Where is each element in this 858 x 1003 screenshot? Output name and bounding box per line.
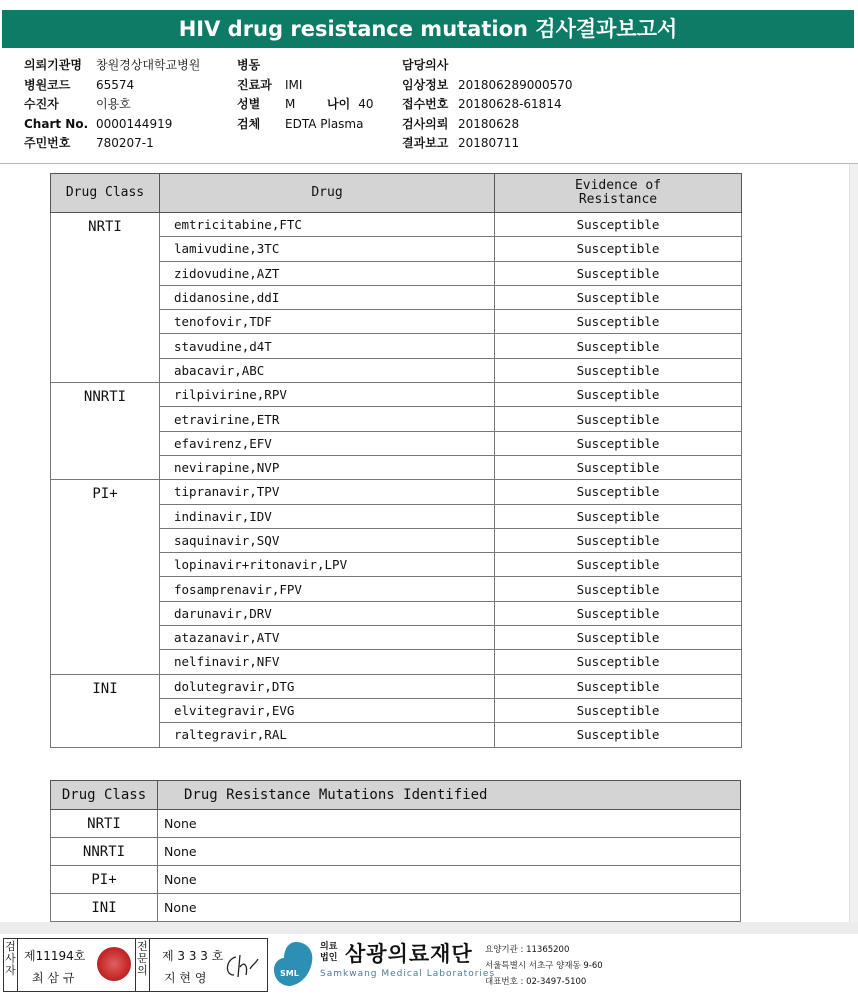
org-name: 삼광의료재단 — [345, 942, 473, 966]
header-field-value: 20180628 — [458, 116, 520, 131]
mutation-value-cell: None — [158, 838, 741, 866]
mutation-value-cell: None — [158, 894, 741, 922]
header-field-value: 이용호 — [96, 97, 131, 111]
evidence-cell: Susceptible — [495, 237, 742, 261]
evidence-header-line1: Evidence of — [574, 178, 662, 193]
org-prefix-line2: 법인 — [320, 953, 338, 963]
col-header-mut-drug-class: Drug Class — [51, 781, 158, 810]
org-contact — [485, 942, 603, 990]
table-row — [51, 213, 742, 237]
header-field — [237, 56, 363, 76]
mutation-value-cell: None — [158, 810, 741, 838]
evidence-cell: Susceptible — [495, 261, 742, 285]
drug-cell: tipranavir,TPV — [160, 480, 495, 504]
header-field-label: 임상정보 — [402, 77, 449, 92]
drug-cell: tenofovir,TDF — [160, 310, 495, 334]
evidence-cell: Susceptible — [495, 528, 742, 552]
header-field-value: 201806289000570 — [458, 77, 573, 92]
drug-cell: efavirenz,EFV — [160, 431, 495, 455]
table-row — [51, 674, 742, 698]
col-header-evidence — [495, 174, 742, 213]
org-phone: 대표번호 : 02-3497-5100 — [485, 977, 587, 987]
org-address: 서울특별시 서초구 양재동 9-60 — [485, 961, 603, 971]
header-field-label: 의뢰기관명 — [24, 58, 82, 72]
evidence-cell: Susceptible — [495, 358, 742, 382]
header-field-value: EDTA Plasma — [285, 116, 364, 131]
table-row — [51, 810, 741, 838]
approver-vertical-label: 전문의 — [136, 939, 150, 991]
evidence-cell: Susceptible — [495, 383, 742, 407]
sml-logo-text: SML — [280, 969, 299, 978]
org-license-number: 요양기관 : 11365200 — [485, 945, 570, 955]
header-field-label: 결과보고 — [402, 136, 449, 150]
evidence-cell: Susceptible — [495, 285, 742, 309]
header-column-3 — [402, 56, 573, 154]
table-row — [51, 894, 741, 922]
table-row — [51, 480, 742, 504]
header-divider — [0, 163, 858, 164]
drug-cell: etravirine,ETR — [160, 407, 495, 431]
age-value: 40 — [358, 97, 374, 111]
header-field-value: M — [285, 97, 296, 111]
mutation-value-cell: None — [158, 866, 741, 894]
drug-cell: raltegravir,RAL — [160, 723, 495, 747]
header-field-label: 성별 — [237, 97, 261, 111]
examiner-license: 제11194호 — [24, 949, 86, 963]
drug-cell: nelfinavir,NFV — [160, 650, 495, 674]
evidence-cell: Susceptible — [495, 334, 742, 358]
header-field-label: 접수번호 — [402, 97, 449, 111]
table-row — [51, 866, 741, 894]
header-field — [402, 95, 573, 115]
evidence-cell: Susceptible — [495, 480, 742, 504]
sml-logo-icon — [272, 940, 316, 988]
header-field-value: 20180711 — [458, 136, 520, 150]
evidence-cell: Susceptible — [495, 455, 742, 479]
age-field — [327, 95, 373, 112]
header-field — [402, 76, 573, 96]
drug-cell: saquinavir,SQV — [160, 528, 495, 552]
drug-cell: didanosine,ddI — [160, 285, 495, 309]
header-field-label: 병원코드 — [24, 77, 71, 92]
evidence-cell: Susceptible — [495, 723, 742, 747]
header-field-label: Chart No. — [24, 116, 89, 131]
drug-cell: emtricitabine,FTC — [160, 213, 495, 237]
col-header-drug-class: Drug Class — [51, 174, 160, 213]
org-prefix-line1: 의료 — [320, 942, 338, 952]
report-title: HIV drug resistance mutation 검사결과보고서 — [2, 10, 854, 48]
header-field — [24, 115, 200, 135]
header-field — [237, 76, 363, 96]
evidence-cell: Susceptible — [495, 601, 742, 625]
drug-cell: elvitegravir,EVG — [160, 698, 495, 722]
drug-cell: rilpivirine,RPV — [160, 383, 495, 407]
drug-cell: nevirapine,NVP — [160, 455, 495, 479]
drug-class-cell: INI — [51, 674, 160, 747]
footer-divider-band — [0, 922, 858, 934]
age-label: 나이 — [327, 97, 351, 111]
header-field-label: 담당의사 — [402, 58, 449, 72]
header-field — [402, 56, 573, 76]
drug-cell: fosamprenavir,FPV — [160, 577, 495, 601]
drug-cell: zidovudine,AZT — [160, 261, 495, 285]
table-row — [51, 383, 742, 407]
evidence-cell: Susceptible — [495, 698, 742, 722]
evidence-cell: Susceptible — [495, 213, 742, 237]
header-field — [24, 76, 200, 96]
header-field — [402, 115, 573, 135]
examiner-name: 최 삼 규 — [32, 971, 75, 985]
col-header-drug: Drug — [160, 174, 495, 213]
header-field — [237, 115, 363, 135]
evidence-header-line2: Resistance — [578, 192, 658, 207]
header-field-value: IMI — [285, 77, 303, 92]
evidence-cell: Susceptible — [495, 577, 742, 601]
drug-cell: abacavir,ABC — [160, 358, 495, 382]
col-header-mutations: Drug Resistance Mutations Identified — [158, 781, 741, 810]
header-field — [24, 134, 200, 154]
table-row — [51, 838, 741, 866]
header-field — [24, 95, 200, 115]
evidence-cell: Susceptible — [495, 553, 742, 577]
approver-name: 지 현 영 — [164, 971, 207, 985]
signature-box — [3, 938, 268, 992]
approver-license: 제 3 3 3 호 — [162, 949, 224, 963]
evidence-cell: Susceptible — [495, 650, 742, 674]
examiner-vertical-label: 검사자 — [4, 939, 18, 991]
drug-cell: lamivudine,3TC — [160, 237, 495, 261]
mutations-table — [50, 780, 741, 922]
header-field-value: 0000144919 — [96, 116, 173, 131]
evidence-cell: Susceptible — [495, 504, 742, 528]
header-field-label: 병동 — [237, 58, 261, 72]
examiner-seal — [97, 947, 131, 981]
header-field-label: 주민번호 — [24, 136, 71, 150]
drug-cell: darunavir,DRV — [160, 601, 495, 625]
mutation-class-cell: NRTI — [51, 810, 158, 838]
header-field-value: 65574 — [96, 77, 135, 92]
header-field-value: 창원경상대학교병원 — [96, 58, 201, 72]
drug-class-cell: PI+ — [51, 480, 160, 674]
drug-cell: stavudine,d4T — [160, 334, 495, 358]
drug-resistance-table — [50, 173, 742, 748]
drug-cell: atazanavir,ATV — [160, 626, 495, 650]
patient-info-header — [0, 52, 858, 160]
header-field-value: 20180628-61814 — [458, 97, 562, 111]
drug-cell: lopinavir+ritonavir,LPV — [160, 553, 495, 577]
header-field-label: 수진자 — [24, 97, 59, 111]
mutation-class-cell: NNRTI — [51, 838, 158, 866]
header-field — [402, 134, 573, 154]
approver-signature — [222, 951, 262, 981]
evidence-cell: Susceptible — [495, 310, 742, 334]
evidence-cell: Susceptible — [495, 674, 742, 698]
header-field-label: 검사의뢰 — [402, 116, 449, 131]
scrollbar[interactable] — [849, 164, 858, 924]
drug-class-cell: NNRTI — [51, 383, 160, 480]
header-field — [24, 56, 200, 76]
evidence-cell: Susceptible — [495, 407, 742, 431]
drug-cell: dolutegravir,DTG — [160, 674, 495, 698]
header-field-label: 진료과 — [237, 77, 272, 92]
drug-class-cell: NRTI — [51, 213, 160, 383]
mutation-class-cell: INI — [51, 894, 158, 922]
header-field-label: 검체 — [237, 116, 261, 131]
drug-cell: indinavir,IDV — [160, 504, 495, 528]
org-english-name: Samkwang Medical Laboratories — [320, 969, 496, 979]
header-field-value: 780207-1 — [96, 136, 154, 150]
evidence-cell: Susceptible — [495, 626, 742, 650]
header-column-1 — [24, 56, 200, 154]
mutation-class-cell: PI+ — [51, 866, 158, 894]
org-prefix — [320, 942, 337, 964]
evidence-cell: Susceptible — [495, 431, 742, 455]
